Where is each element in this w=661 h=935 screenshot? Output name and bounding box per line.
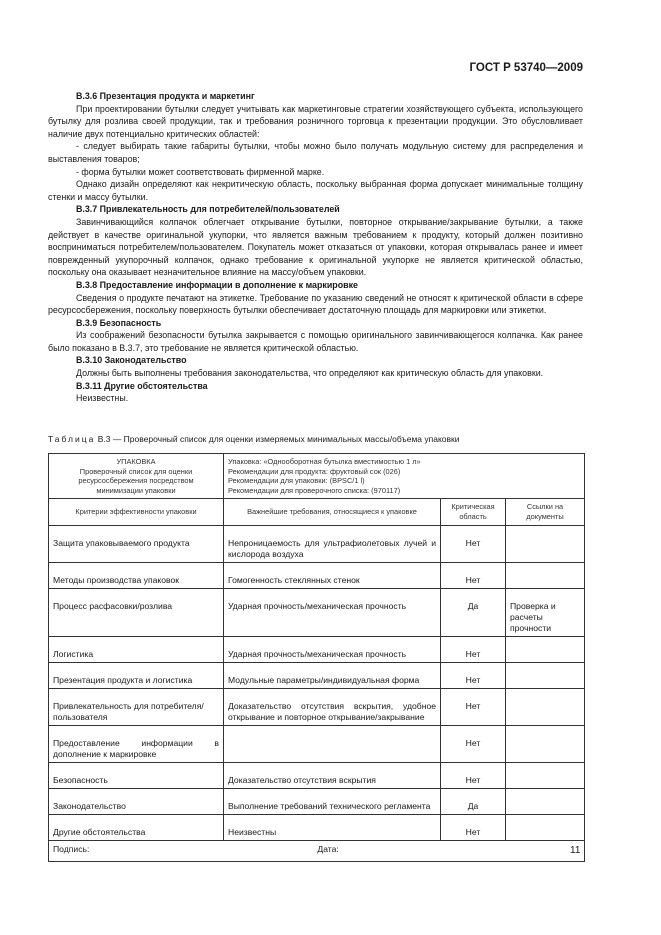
table-caption [48,434,459,444]
table-row: Методы производства упаковок Гомогенность стеклянных стенок Нет [49,562,585,588]
section-title: В.3.6 Презентация продукта и маркетинг [76,91,255,101]
table-row: Логистика Ударная прочность/механическая прочность Нет [49,636,585,662]
section-title: В.3.11 Другие обстоятельства [76,380,208,391]
section-title: В.3.9 Безопасность [76,317,162,328]
col-header-refs: Ссылки на документы [506,499,585,525]
section-title: В.3.10 Законодательство [76,355,187,366]
paragraph: Из соображений безопасности бутылка закрывается с помощью оригинального завинчивающегося колпачка. Как ранее было показано в В.3.7, это требование не является критической областью. [48,330,583,353]
col-header-criteria: Критерии эффективности упаковки [49,499,224,525]
document-id: ГОСТ Р 53740—2009 [469,62,583,74]
table-row: Предоставление информации в дополнение к маркировке Нет [49,725,585,762]
paragraph: Неизвестны. [76,393,129,404]
table-caption-label: Таблица [48,434,96,444]
table-row: Законодательство Выполнение требований технического регламента Да [49,788,585,814]
table-caption-text: В.3 — Проверочный список для оценки измеряемых минимальных массы/объема упаковки [97,434,460,444]
paragraph: При проектировании бутылки следует учитывать как маркетинговые стратегии хозяйствующего субъекта, использующего бутылку для розлива своей продукции, так и требования розничного торговца к презентации продукции. Это обусловливает наличие двух потенциально критических областей: [48,103,583,139]
recommendations-block: Упаковка: «Однооборотная бутылка вместимостью 1 л» Рекомендации для продукта: фруктовый сок (026) Рекомендации для упаковки: (BPSC/1 l) Рекомендации для проверочного списка: (970117) [224,454,585,499]
col-header-requirements: Важнейшие требования, относящиеся к упаковке [224,499,441,525]
table-row: Процесс расфасовки/розлива Ударная прочность/механическая прочность Да Проверка и расчеты прочности [49,588,585,636]
signature-row [49,840,585,861]
date-label: Дата: [317,843,339,854]
table-row: Другие обстоятельства Неизвестны Нет [49,814,585,840]
paragraph: Однако дизайн определяют как некритическую область, поскольку выбранная форма допускает минимальные толщину стенки и массу бутылки. [48,179,583,202]
document-body [48,90,583,405]
paragraph: Завинчивающийся колпачок облегчает открывание бутылки, повторное открывание/закрывание бутылки, а также действует в качестве оригинальной укупорки, что является важным требованием к продукту, который должен позитивно восприниматься потребителем/пользователем. Покупатель может отказаться от упаковки, которая открывалась ранее и имеет поврежденный укупорочный колпачок, однако требование к оригинальной укупорке не является критической областью, поскольку она оказывает незначительное влияние на массу/объем упаковки. [48,216,583,278]
section-title: В.3.8 Предоставление информации в дополнение к маркировке [76,279,358,290]
paragraph: Сведения о продукте печатают на этикетке. Требование по указанию сведений не относят к критической области в сфере ресурсосбережения, поскольку поверхность бутылки обеспечивает достаточную площадь для маркировки или этикетки. [48,292,583,316]
table-row: Безопасность Доказательство отсутствия вскрытия Нет [49,762,585,788]
col-header-critical: Критическая область [441,499,506,525]
signature-label: Подпись: [53,843,90,854]
paragraph: - следует выбирать такие габариты бутылки, чтобы можно было получать модульную систему для распределения и выставления товаров; [48,141,583,164]
table-row: Защита упаковываемого продукта Непроницаемость для ультрафиолетовых лучей и кислорода воздуха Нет [49,525,585,562]
section-title: В.3.7 Привлекательность для потребителей/пользователей [76,204,340,215]
checklist-table [48,453,585,862]
page-number: 11 [570,845,581,856]
table-row: Презентация продукта и логистика Модульные параметры/индивидуальная форма Нет [49,662,585,688]
paragraph: Должны быть выполнены требования законодательства, что определяют как критическую область для упаковки. [76,368,544,379]
paragraph: - форма бутылки может соответствовать фирменной марке. [76,166,325,177]
table-row: Привлекательность для потребителя/пользователя Доказательство отсутствия вскрытия, удобное открывание и повторное открывание/закрывание Нет [49,688,585,725]
packaging-block: УПАКОВКА Проверочный список для оценки ресурсосбережения посредством минимизации упаковки [49,454,224,499]
